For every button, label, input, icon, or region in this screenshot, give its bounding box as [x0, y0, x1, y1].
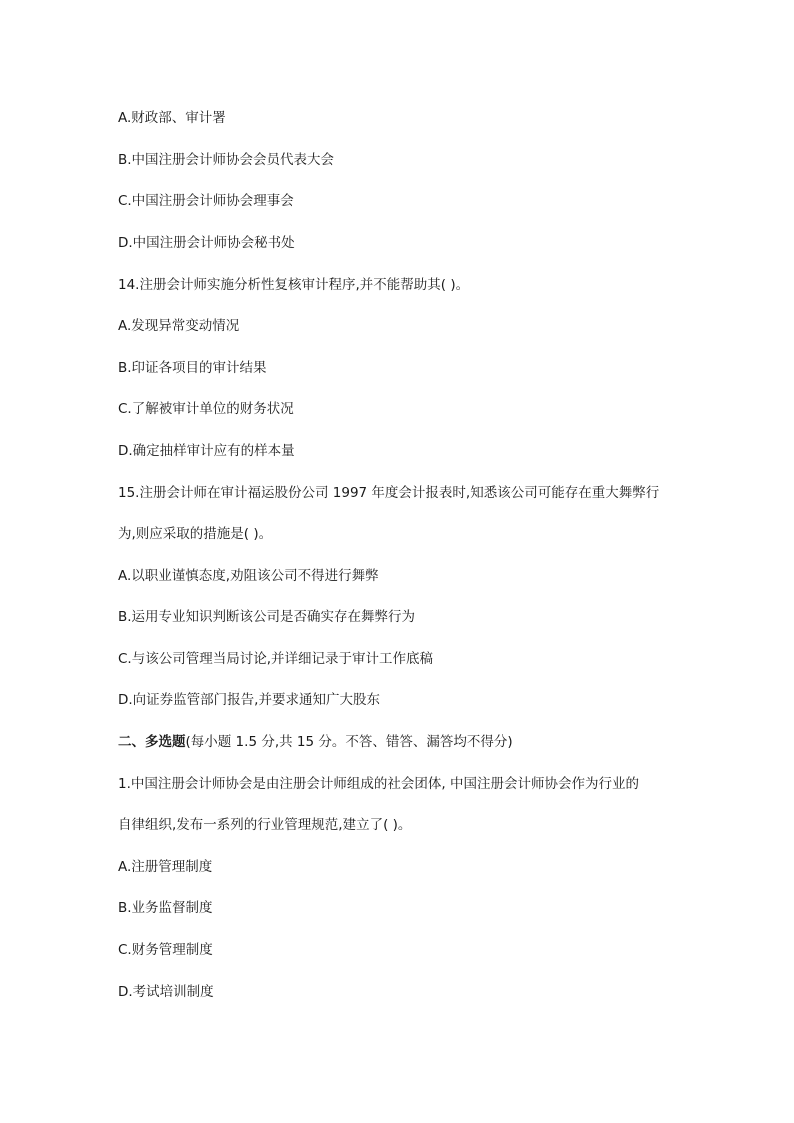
section-note: (每小题 1.5 分,共 15 分。不答、错答、漏答均不得分) [185, 734, 513, 750]
option-a-q13: A.财政部、审计署 [118, 110, 226, 126]
section-title: 二、多选题 [118, 734, 186, 750]
option-b-q13: B.中国注册会计师协会会员代表大会 [118, 152, 335, 168]
option-a-q15: A.以职业谨慎态度,劝阻该公司不得进行舞弊 [118, 568, 379, 584]
question-1-line2: 自律组织,发布一系列的行业管理规范,建立了( )。 [118, 817, 412, 833]
option-b-q15: B.运用专业知识判断该公司是否确实存在舞弊行为 [118, 609, 416, 625]
section-header [118, 733, 513, 751]
option-a-q1: A.注册管理制度 [118, 859, 213, 875]
option-d-q1: D.考试培训制度 [118, 984, 214, 1000]
question-1-line1: 1.中国注册会计师协会是由注册会计师组成的社会团体, 中国注册会计师协会作为行业的 [118, 776, 639, 792]
option-d-q15: D.向证券监管部门报告,并要求通知广大股东 [118, 692, 380, 708]
option-b-q14: B.印证各项目的审计结果 [118, 360, 267, 376]
question-15-line1: 15.注册会计师在审计福运股份公司 1997 年度会计报表时,知悉该公司可能存在重大舞弊行 [118, 485, 660, 501]
option-d-q14: D.确定抽样审计应有的样本量 [118, 443, 295, 459]
option-a-q14: A.发现异常变动情况 [118, 318, 240, 334]
option-c-q14: C.了解被审计单位的财务状况 [118, 401, 294, 417]
option-b-q1: B.业务监督制度 [118, 900, 213, 916]
question-15-line2: 为,则应采取的措施是( )。 [118, 526, 273, 542]
option-d-q13: D.中国注册会计师协会秘书处 [118, 235, 295, 251]
option-c-q13: C.中国注册会计师协会理事会 [118, 193, 294, 209]
option-c-q15: C.与该公司管理当局讨论,并详细记录于审计工作底稿 [118, 651, 434, 667]
question-14: 14.注册会计师实施分析性复核审计程序,并不能帮助其( )。 [118, 277, 470, 293]
option-c-q1: C.财务管理制度 [118, 942, 213, 958]
